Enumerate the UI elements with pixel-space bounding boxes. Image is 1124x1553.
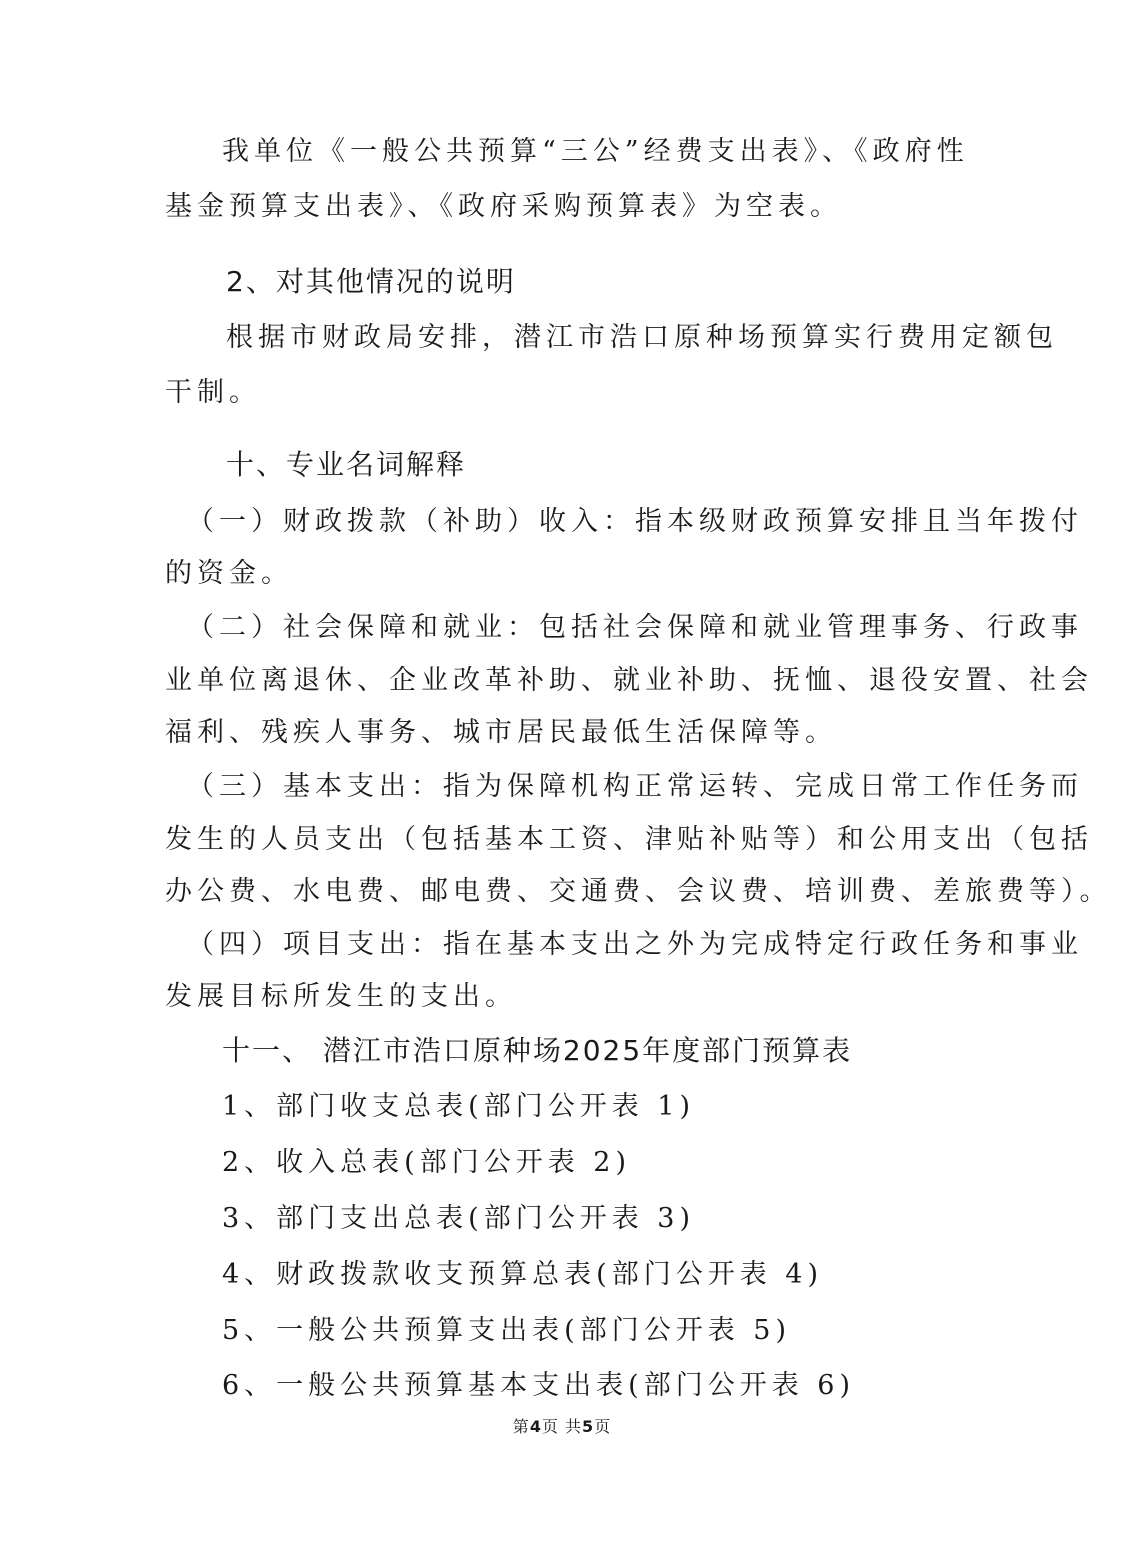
subsection-heading: 2、对其他情况的说明 <box>226 265 516 298</box>
paragraph-line: （一）财政拨款（补助）收入：指本级财政预算安排且当年拨付 <box>187 506 1083 537</box>
total-pages-number: 5 <box>582 1417 595 1436</box>
paragraph-line: 基金预算支出表》、《政府采购预算表》为空表。 <box>165 191 842 222</box>
paragraph-line: 干制。 <box>165 377 261 408</box>
paragraph-line: 根据市财政局安排，潜江市浩口原种场预算实行费用定额包 <box>226 322 1058 353</box>
table-list-item: 2、收入总表(部门公开表 2) <box>222 1147 632 1178</box>
table-list-item: 1、部门收支总表(部门公开表 1) <box>222 1091 696 1122</box>
current-page-number: 4 <box>529 1417 542 1436</box>
table-list-item: 5、一般公共预算支出表(部门公开表 5) <box>222 1315 792 1346</box>
section-heading: 十、专业名词解释 <box>226 448 467 481</box>
paragraph-line: 发展目标所发生的支出。 <box>165 981 517 1012</box>
paragraph-line: 办公费、水电费、邮电费、交通费、会议费、培训费、差旅费等）。 <box>165 876 1112 907</box>
paragraph-line: 我单位《一般公共预算“三公”经费支出表》、《政府性 <box>222 136 969 167</box>
table-list-item: 3、部门支出总表(部门公开表 3) <box>222 1203 696 1234</box>
paragraph-line: （三）基本支出：指为保障机构正常运转、完成日常工作任务而 <box>187 771 1083 802</box>
table-list-item: 6、一般公共预算基本支出表(部门公开表 6) <box>222 1370 856 1401</box>
paragraph-line: 福利、残疾人事务、城市居民最低生活保障等。 <box>165 717 837 748</box>
paragraph-line: 业单位离退休、企业改革补助、就业补助、抚恤、退役安置、社会 <box>165 665 1093 696</box>
page-footer <box>0 1416 1124 1438</box>
paragraph-line: 发生的人员支出（包括基本工资、津贴补贴等）和公用支出（包括 <box>165 824 1093 855</box>
section-heading: 十一、 潜江市浩口原种场2025年度部门预算表 <box>222 1034 853 1067</box>
footer-prefix: 第 <box>512 1417 530 1436</box>
table-list-item: 4、财政拨款收支预算总表(部门公开表 4) <box>222 1259 824 1290</box>
footer-middle: 页 共 <box>541 1417 583 1436</box>
paragraph-line: （四）项目支出：指在基本支出之外为完成特定行政任务和事业 <box>187 929 1083 960</box>
footer-suffix: 页 <box>594 1417 612 1436</box>
paragraph-line: （二）社会保障和就业：包括社会保障和就业管理事务、行政事 <box>187 612 1083 643</box>
paragraph-line: 的资金。 <box>165 558 293 589</box>
